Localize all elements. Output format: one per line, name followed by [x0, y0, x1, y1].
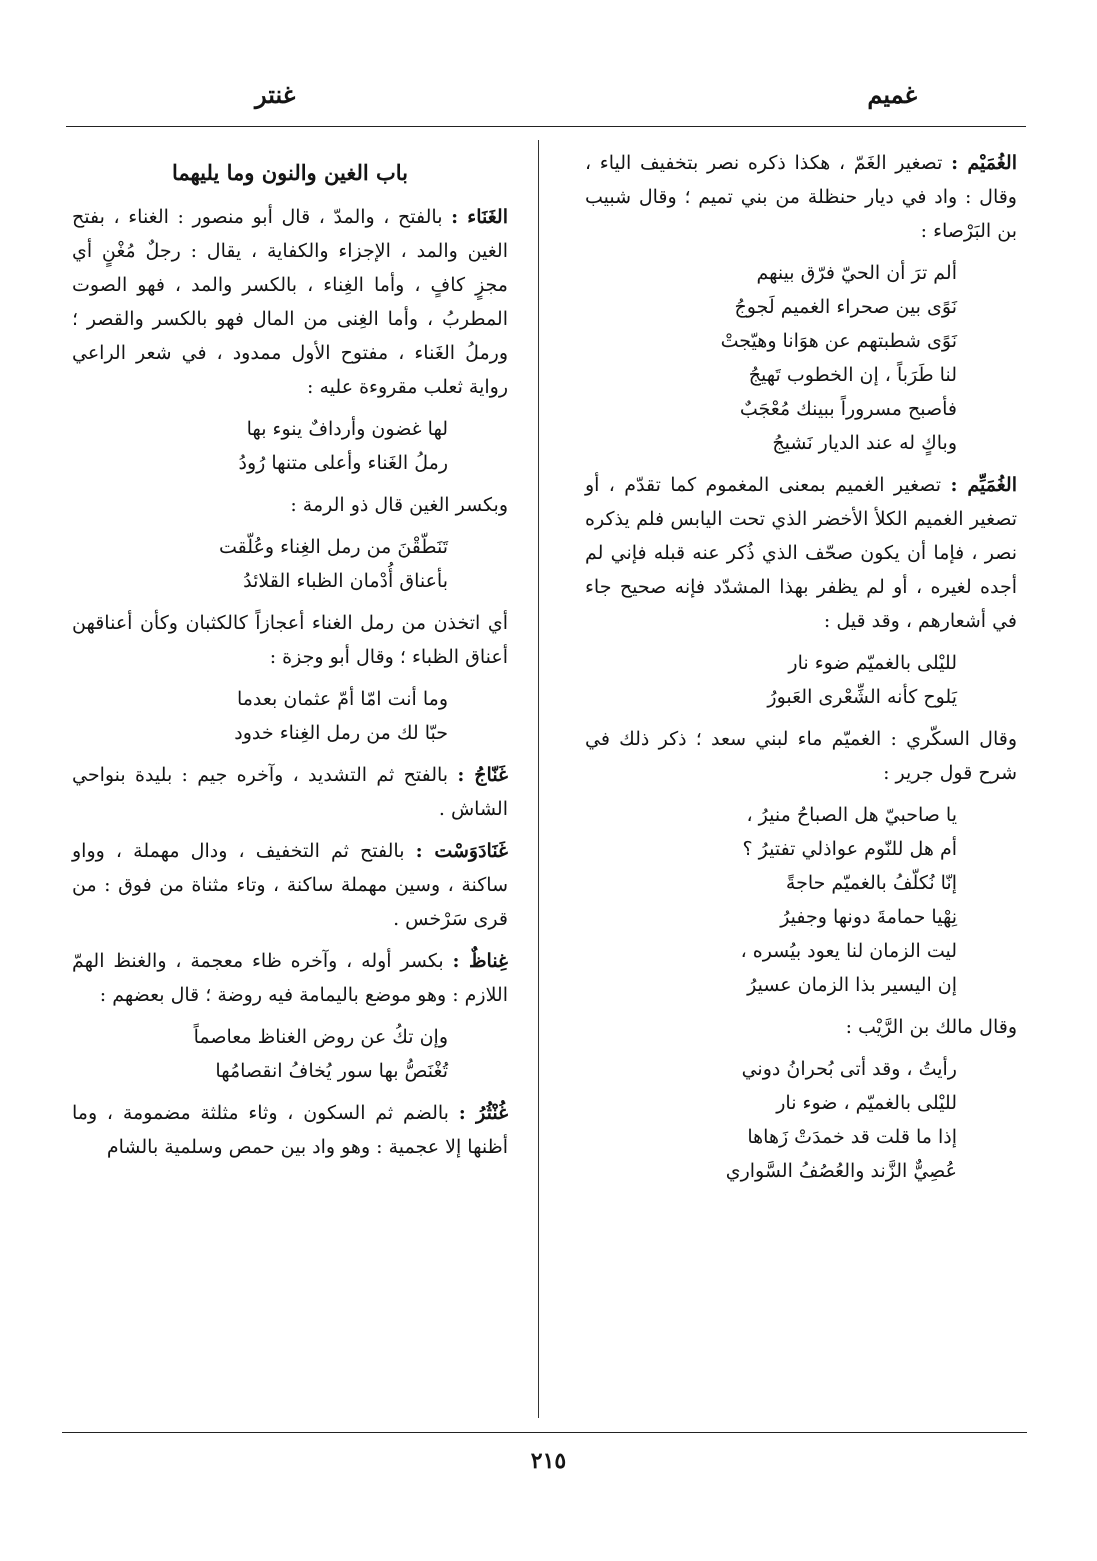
verse-line: فأصبح مسروراً ببينك مُعْجَبٌ: [739, 398, 957, 420]
entry-text: بالفتح ثم التشديد ، وآخره جيم : بليدة بنواحي الشاش .: [72, 764, 508, 820]
verse-line: بأعناق أُدْمان الظباء القلائدُ: [243, 570, 448, 592]
verse-line: ليت الزمان لنا يعود بيُسره ،: [740, 940, 957, 962]
entry-text: وقال مالك بن الرَّيْب :: [845, 1016, 1017, 1038]
entry-headword: الغُمَيِّم :: [950, 474, 1017, 496]
entry-paragraph: [585, 722, 1017, 790]
right-column: [585, 146, 1017, 1196]
entry-headword: غَنَادَوَسْت :: [415, 840, 508, 862]
running-head-left: غنتر: [255, 80, 296, 109]
verse-block: [72, 1020, 508, 1088]
verse-line: لليْلى بالغميّم ضوء نار: [788, 652, 957, 674]
entry-paragraph: [72, 606, 508, 674]
page-number: ٢١٥: [530, 1448, 567, 1474]
header-rule: [66, 126, 1026, 127]
entry-headword: غِناظٌ :: [452, 950, 508, 972]
entry-text: تصغير الغَمّ ، هكذا ذكره نصر بتخفيف الياء ، وقال : واد في ديار حنظلة من بني تميم ؛ وقال شبيب بن البَرْصاء :: [585, 152, 1017, 242]
entry-text: بالفتح ، والمدّ ، قال أبو منصور : الغناء ، بفتح الغين والمد ، الإجزاء والكفاية ، يقال : رجلٌ مُغْنٍ أي مجزٍ كافٍ ، وأما الغِناء ، بالكسر والمد ، فهو الصوت المطربُ ، وأما الغِنى من المال فهو بالكسر والقصر ؛ ورملُ الغَناء ، مفتوح الأول ممدود ، في شعر الراعي رواية ثعلب مقروءة عليه :: [72, 206, 508, 398]
verse-line: إذا ما قلت قد خمدَتْ زَهاها: [747, 1126, 957, 1148]
verse-line: أم هل للنّوم عواذلي تفتيرُ ؟: [742, 838, 957, 860]
entry-ghanadawast: [72, 834, 508, 936]
verse-block: [72, 412, 508, 480]
verse-line: لنا طَرَباً ، إن الخطوب تَهيجُ: [748, 364, 957, 386]
verse-line: تَنَطّقْنَ من رمل الغِناء وعُلّقت: [219, 536, 448, 558]
entry-headword: غُنْثُرُ :: [458, 1102, 509, 1124]
column-divider: [538, 140, 539, 1418]
entry-text: بالضم ثم السكون ، وثاء مثلثة مضمومة ، وما أظنها إلا عجمية : وهو واد بين حمص وسلمية بالشام: [72, 1102, 508, 1158]
verse-line: وما أنت امّا أمّ عثمان بعدما: [236, 688, 448, 710]
verse-line: ألم ترَ أن الحيّ فرّق بينهم: [756, 262, 957, 284]
verse-line: نَوًى شطبتهم عن هوَانا وهيّجتْ: [720, 330, 957, 352]
verse-block: [585, 646, 1017, 714]
entry-ghumaym: [585, 146, 1017, 248]
verse-line: نَوًى بين صحراء الغميم لَجوجُ: [734, 296, 957, 318]
verse-line: رملُ الغَناء وأعلى متنها رُودُ: [238, 452, 448, 474]
entry-text: بكسر أوله ، وآخره ظاء معجمة ، والغنظ الهمّ اللازم : وهو موضع باليمامة فيه روضة ؛ قال بعضهم :: [72, 950, 508, 1006]
entry-text: تصغير الغميم بمعنى المغموم كما تقدّم ، أو تصغير الغميم الكلأ الأخضر الذي تحت اليابس فلم يذكره نصر ، فإما أن يكون صحّف الذي ذُكر عنه قبله فإني لم أجده لغيره ، أو لم يظفر بهذا المشدّد فإنه صحيح جاء في أشعارهم ، وقد قيل :: [585, 474, 1017, 632]
verse-line: يَلوح كأنه الشِّعْرى العَبورُ: [767, 686, 957, 708]
entry-text: أي اتخذن من رمل الغناء أعجازاً كالكثبان وكأن أعناقهن أعناق الظباء ؛ وقال أبو وجزة :: [72, 612, 508, 668]
entry-headword: غَنّاجُ :: [457, 764, 508, 786]
verse-block: [72, 682, 508, 750]
entry-paragraph: [72, 488, 508, 522]
entry-ghumayyim: [585, 468, 1017, 638]
entry-ghunthur: [72, 1096, 508, 1164]
verse-line: نِهْيا حمامةَ دونها وجفيرُ: [780, 906, 957, 928]
entry-paragraph: [585, 1010, 1017, 1044]
verse-block: [585, 256, 1017, 460]
verse-line: وباكٍ له عند الديار نَشيجُ: [772, 432, 957, 454]
running-head-right: غميم: [867, 80, 917, 109]
entry-ghana: [72, 200, 508, 404]
verse-line: عُصِيٌّ الزَّند والعُصُفُ السَّواري: [725, 1160, 957, 1182]
entry-ghinaz: [72, 944, 508, 1012]
verse-line: إن اليسير بذا الزمان عسيرُ: [747, 974, 957, 996]
verse-block: [72, 530, 508, 598]
verse-line: تُغْنَصُّ بها سور يُخافُ انقصامُها: [215, 1060, 448, 1082]
section-title: باب الغين والنون وما يليهما: [171, 160, 409, 185]
verse-block: [585, 798, 1017, 1002]
entry-text: وبكسر الغين قال ذو الرمة :: [290, 494, 508, 516]
verse-line: حبّا لك من رمل الغِناء خدود: [234, 722, 448, 744]
entry-ghannaj: [72, 758, 508, 826]
entry-headword: الغَنَاء :: [451, 206, 508, 228]
entry-headword: الغُمَيْم :: [951, 152, 1017, 174]
verse-line: وإن تكُ عن روض الغناظ معاصماً: [193, 1026, 448, 1048]
verse-block: [585, 1052, 1017, 1188]
entry-text: وقال السكّري : الغميّم ماء لبني سعد ؛ ذكر ذلك في شرح قول جرير :: [585, 728, 1017, 784]
verse-line: إنّا نُكلّفُ بالغميّم حاجةً: [785, 872, 957, 894]
entry-text: بالفتح ثم التخفيف ، ودال مهملة ، وواو ساكنة ، وسين مهملة ساكنة ، وتاء مثناة من فوق : من قرى سَرْخس .: [72, 840, 508, 930]
left-column: [72, 146, 508, 1172]
footer-rule: [62, 1432, 1027, 1433]
verse-line: يا صاحبيّ هل الصباحُ منيرُ ،: [746, 804, 957, 826]
verse-line: لها غضون وأردافٌ ينوء بها: [246, 418, 448, 440]
verse-line: رأيتُ ، وقد أتى بُحرانُ دوني: [741, 1058, 957, 1080]
verse-line: لليْلى بالغميّم ، ضوء نار: [776, 1092, 957, 1114]
